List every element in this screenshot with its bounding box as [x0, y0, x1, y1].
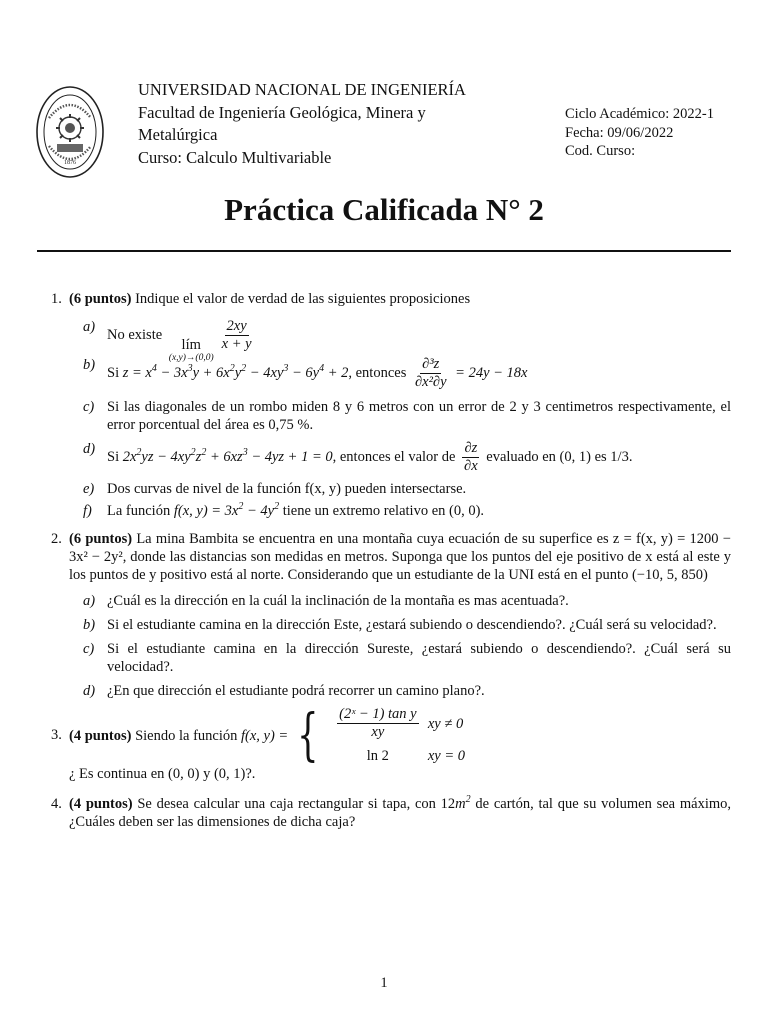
- svg-text:1876: 1876: [64, 160, 76, 166]
- course-code: Cod. Curso:: [565, 143, 636, 159]
- question-number: 3.: [51, 727, 62, 743]
- faculty-line-2: Metalúrgica: [138, 125, 218, 144]
- implicit-equation: $2x^2yz - 4xy^2z^2 + 6xz^3 - 4yz + 1 = 0$: [122, 446, 333, 465]
- q1-item-a: a) No existe lím (x,y)→(0,0) $\frac{2xy}{x + y}$: [83, 318, 252, 363]
- function-z: $z = x^4 - 3x^3y + 6x^2y^2 - 4xy^3 - 6y^4 + 2$: [122, 362, 349, 381]
- q1-item-e: e) Dos curvas de nivel de la función f(x, y) pueden intersectarse.: [83, 481, 467, 497]
- question-points: (4 puntos): [69, 796, 133, 812]
- continuity-question: ¿ Es continua en (0, 0) y (0, 1)?.: [69, 766, 256, 782]
- left-brace: {: [297, 702, 319, 768]
- faculty-line-1: Facultad de Ingeniería Geológica, Minera y: [138, 102, 426, 122]
- header-left: [138, 79, 466, 169]
- q1-item-f: f) La función f(x, $y) = 3x^2 - 4y^2$ tiene un extremo relativo en (0, 0).: [83, 501, 485, 519]
- exam-date: Fecha: 09/06/2022: [565, 124, 674, 141]
- exam-body: [37, 290, 731, 831]
- q2-item-d: d) ¿En que dirección el estudiante podrá recorrer un camino plano?.: [83, 683, 485, 699]
- question-number: 2.: [51, 531, 62, 547]
- limit-expression: lím (x,y)→(0,0): [168, 336, 214, 363]
- page-number: 1: [380, 975, 388, 991]
- q2-item-b: b) Si el estudiante camina en la dirección Este, ¿estará subiendo o descendiendo?. ¿Cuál será su velocidad?.: [83, 617, 717, 633]
- question-stem: La mina Bambita se encuentra en una montaña cuya ecuación de su superfice es z = f(x, y) = 1200 − 3x² − 2y², donde las distancias son medidas en metros. Suponga que los puntos del eje positivo de x está al este y los puntos de y positivo está al norte. Considerando que un estudiante de la UNI está en el punto (−10, 5, 850): [69, 531, 731, 583]
- university-seal-logo: [35, 84, 105, 180]
- page-title: Práctica Calificada N° 2: [224, 192, 544, 227]
- question-number: 1.: [51, 291, 62, 307]
- question-4: 4. (4 puntos) Se desea calcular una caja rectangular si tapa, con $12m^2$ de cartón, tal que su volumen sea máximo, ¿Cuáles deben ser las dimensiones de dicha caja?: [51, 794, 732, 830]
- function-f: f(x, $y) = 3x^2 - 4y^2$: [173, 501, 280, 519]
- partial-derivative-fraction: $\frac{\text{∂³z}}{\text{∂x²∂y}}$: [414, 356, 447, 390]
- question-points: (6 puntos): [69, 291, 132, 307]
- dz-dx-fraction: $\frac{\partial z}{\partial x}$: [464, 440, 478, 474]
- question-1: [37, 290, 731, 520]
- header-right: [565, 105, 714, 161]
- question-points: (6 puntos): [69, 531, 133, 547]
- question-stem: Indique el valor de verdad de las siguientes proposiciones: [135, 291, 471, 307]
- course-name: Curso: Calculo Multivariable: [138, 147, 332, 167]
- q1-item-c: c) Si las diagonales de un rombo miden 8 y 6 metros con un error de 2 y 3 centimetros respectivamente, el error porcentual del área es 0,75 %.: [83, 399, 731, 433]
- q1-item-b: b) Si $z = x^4 - 3x^3y + 6x^2y^2 - 4xy^3 - 6y^4 + 2$, entonces $\frac{\text{∂³z}}{\text{∂x²∂y}}$ = 24y − 18x: [83, 356, 528, 390]
- question-number: 4.: [51, 796, 62, 812]
- title-divider: [37, 250, 731, 252]
- question-stem: Siendo la función: [135, 727, 238, 744]
- q1-item-d: d) Si $2x^2yz - 4xy^2z^2 + 6xz^3 - 4yz + 1 = 0$, entonces el valor de $\frac{\partial z}{\partial x}$ evaluado en (0, 1) es 1/3.: [83, 440, 633, 474]
- university-name: UNIVERSIDAD NACIONAL DE INGENIERÍA: [138, 80, 466, 99]
- question-2: [37, 530, 731, 700]
- limit-fraction: $\frac{2xy}{x + y}$: [221, 318, 252, 352]
- academic-cycle: Ciclo Académico: 2022-1: [565, 106, 714, 122]
- q2-item-a: a) ¿Cuál es la dirección en la cuál la inclinación de la montaña es mas acentuada?.: [83, 593, 569, 609]
- question-3: 3. (4 puntos) Siendo la función f(x, y) = { $\frac{\text{(2ˣ − 1) tan y}}{xy}$ xy ≠ 0 ln 2 xy = 0 ¿ Es continua en (0, 0) y (0, 1)?.: [37, 706, 731, 783]
- q2-item-c: c) Si el estudiante camina en la dirección Sureste, ¿estará subiendo o descendiendo?. ¿Cuál será su velocidad?.: [83, 641, 731, 675]
- piecewise-function: { $\frac{\text{(2ˣ − 1) tan y}}{xy}$ xy ≠ 0 ln 2 xy = 0: [297, 702, 466, 768]
- question-points: (4 puntos): [69, 727, 132, 744]
